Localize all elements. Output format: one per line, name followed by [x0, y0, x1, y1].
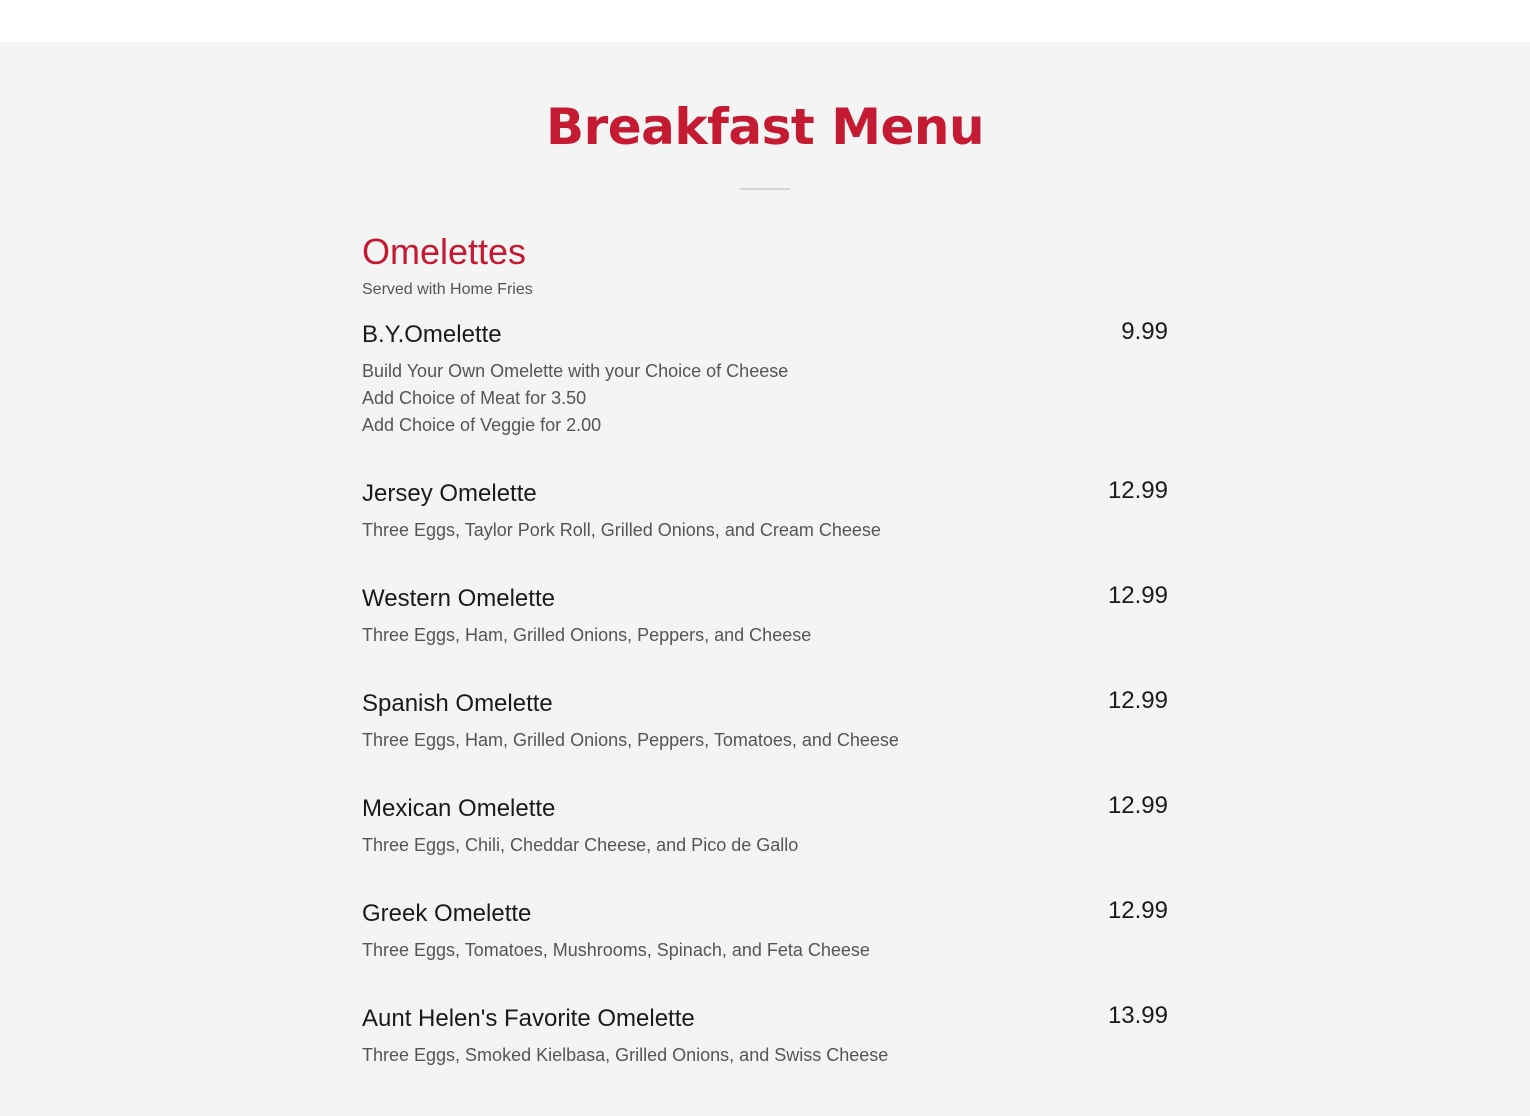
section-title: Omelettes: [362, 231, 527, 272]
menu-item-price: 12.99: [1107, 477, 1168, 504]
section-subtitle: Served with Home Fries: [362, 281, 533, 298]
menu-item: [362, 1004, 1168, 1109]
menu-item-list: [362, 320, 1168, 1109]
menu-item: [362, 794, 1168, 899]
page-title: Breakfast Menu: [545, 98, 985, 156]
menu-item-name: Western Omelette: [362, 585, 555, 612]
menu-item-description: [362, 727, 1168, 754]
menu-item-name: Aunt Helen's Favorite Omelette: [362, 1005, 695, 1032]
menu-item-description-line: Three Eggs, Ham, Grilled Onions, Peppers, Tomatoes, and Cheese: [362, 730, 899, 750]
menu-item-description: [362, 622, 1168, 649]
menu-item-description-line: Three Eggs, Taylor Pork Roll, Grilled Onions, and Cream Cheese: [362, 520, 881, 540]
menu-item-price: 12.99: [1107, 897, 1168, 924]
menu-item: [362, 899, 1168, 1004]
title-divider: [740, 188, 790, 190]
menu-item-price: 12.99: [1107, 792, 1168, 819]
menu-item-price: 12.99: [1107, 687, 1168, 714]
menu-item-description-line: Add Choice of Veggie for 2.00: [362, 415, 602, 435]
menu-item-description: [362, 1042, 1168, 1069]
menu-item: [362, 584, 1168, 689]
menu-item-description: [362, 517, 1168, 544]
menu-item: [362, 320, 1168, 479]
menu-item-price: 13.99: [1107, 1002, 1168, 1029]
menu-item-description: [362, 937, 1168, 964]
menu-item-description-line: Add Choice of Meat for 3.50: [362, 388, 587, 408]
top-header-bar: [0, 0, 1530, 42]
menu-item-price: 9.99: [1121, 318, 1168, 345]
menu-item-description-line: Three Eggs, Chili, Cheddar Cheese, and Pico de Gallo: [362, 835, 799, 855]
menu-item-name: Mexican Omelette: [362, 795, 556, 822]
menu-item-description-line: Three Eggs, Tomatoes, Mushrooms, Spinach, and Feta Cheese: [362, 940, 870, 960]
menu-item-description: [362, 358, 1168, 439]
omelettes-section: [362, 229, 1168, 1109]
menu-item: [362, 689, 1168, 794]
menu-item-name: Greek Omelette: [362, 900, 532, 927]
menu-content: [0, 42, 1530, 1116]
menu-item-name: Jersey Omelette: [362, 480, 537, 507]
menu-item-name: Spanish Omelette: [362, 690, 553, 717]
menu-item-description: [362, 832, 1168, 859]
menu-item-description-line: Build Your Own Omelette with your Choice of Cheese: [362, 361, 789, 381]
menu-item: [362, 479, 1168, 584]
menu-item-price: 12.99: [1107, 582, 1168, 609]
menu-item-description-line: Three Eggs, Smoked Kielbasa, Grilled Onions, and Swiss Cheese: [362, 1045, 889, 1065]
menu-item-name: B.Y.Omelette: [362, 321, 502, 348]
menu-item-description-line: Three Eggs, Ham, Grilled Onions, Peppers, and Cheese: [362, 625, 812, 645]
